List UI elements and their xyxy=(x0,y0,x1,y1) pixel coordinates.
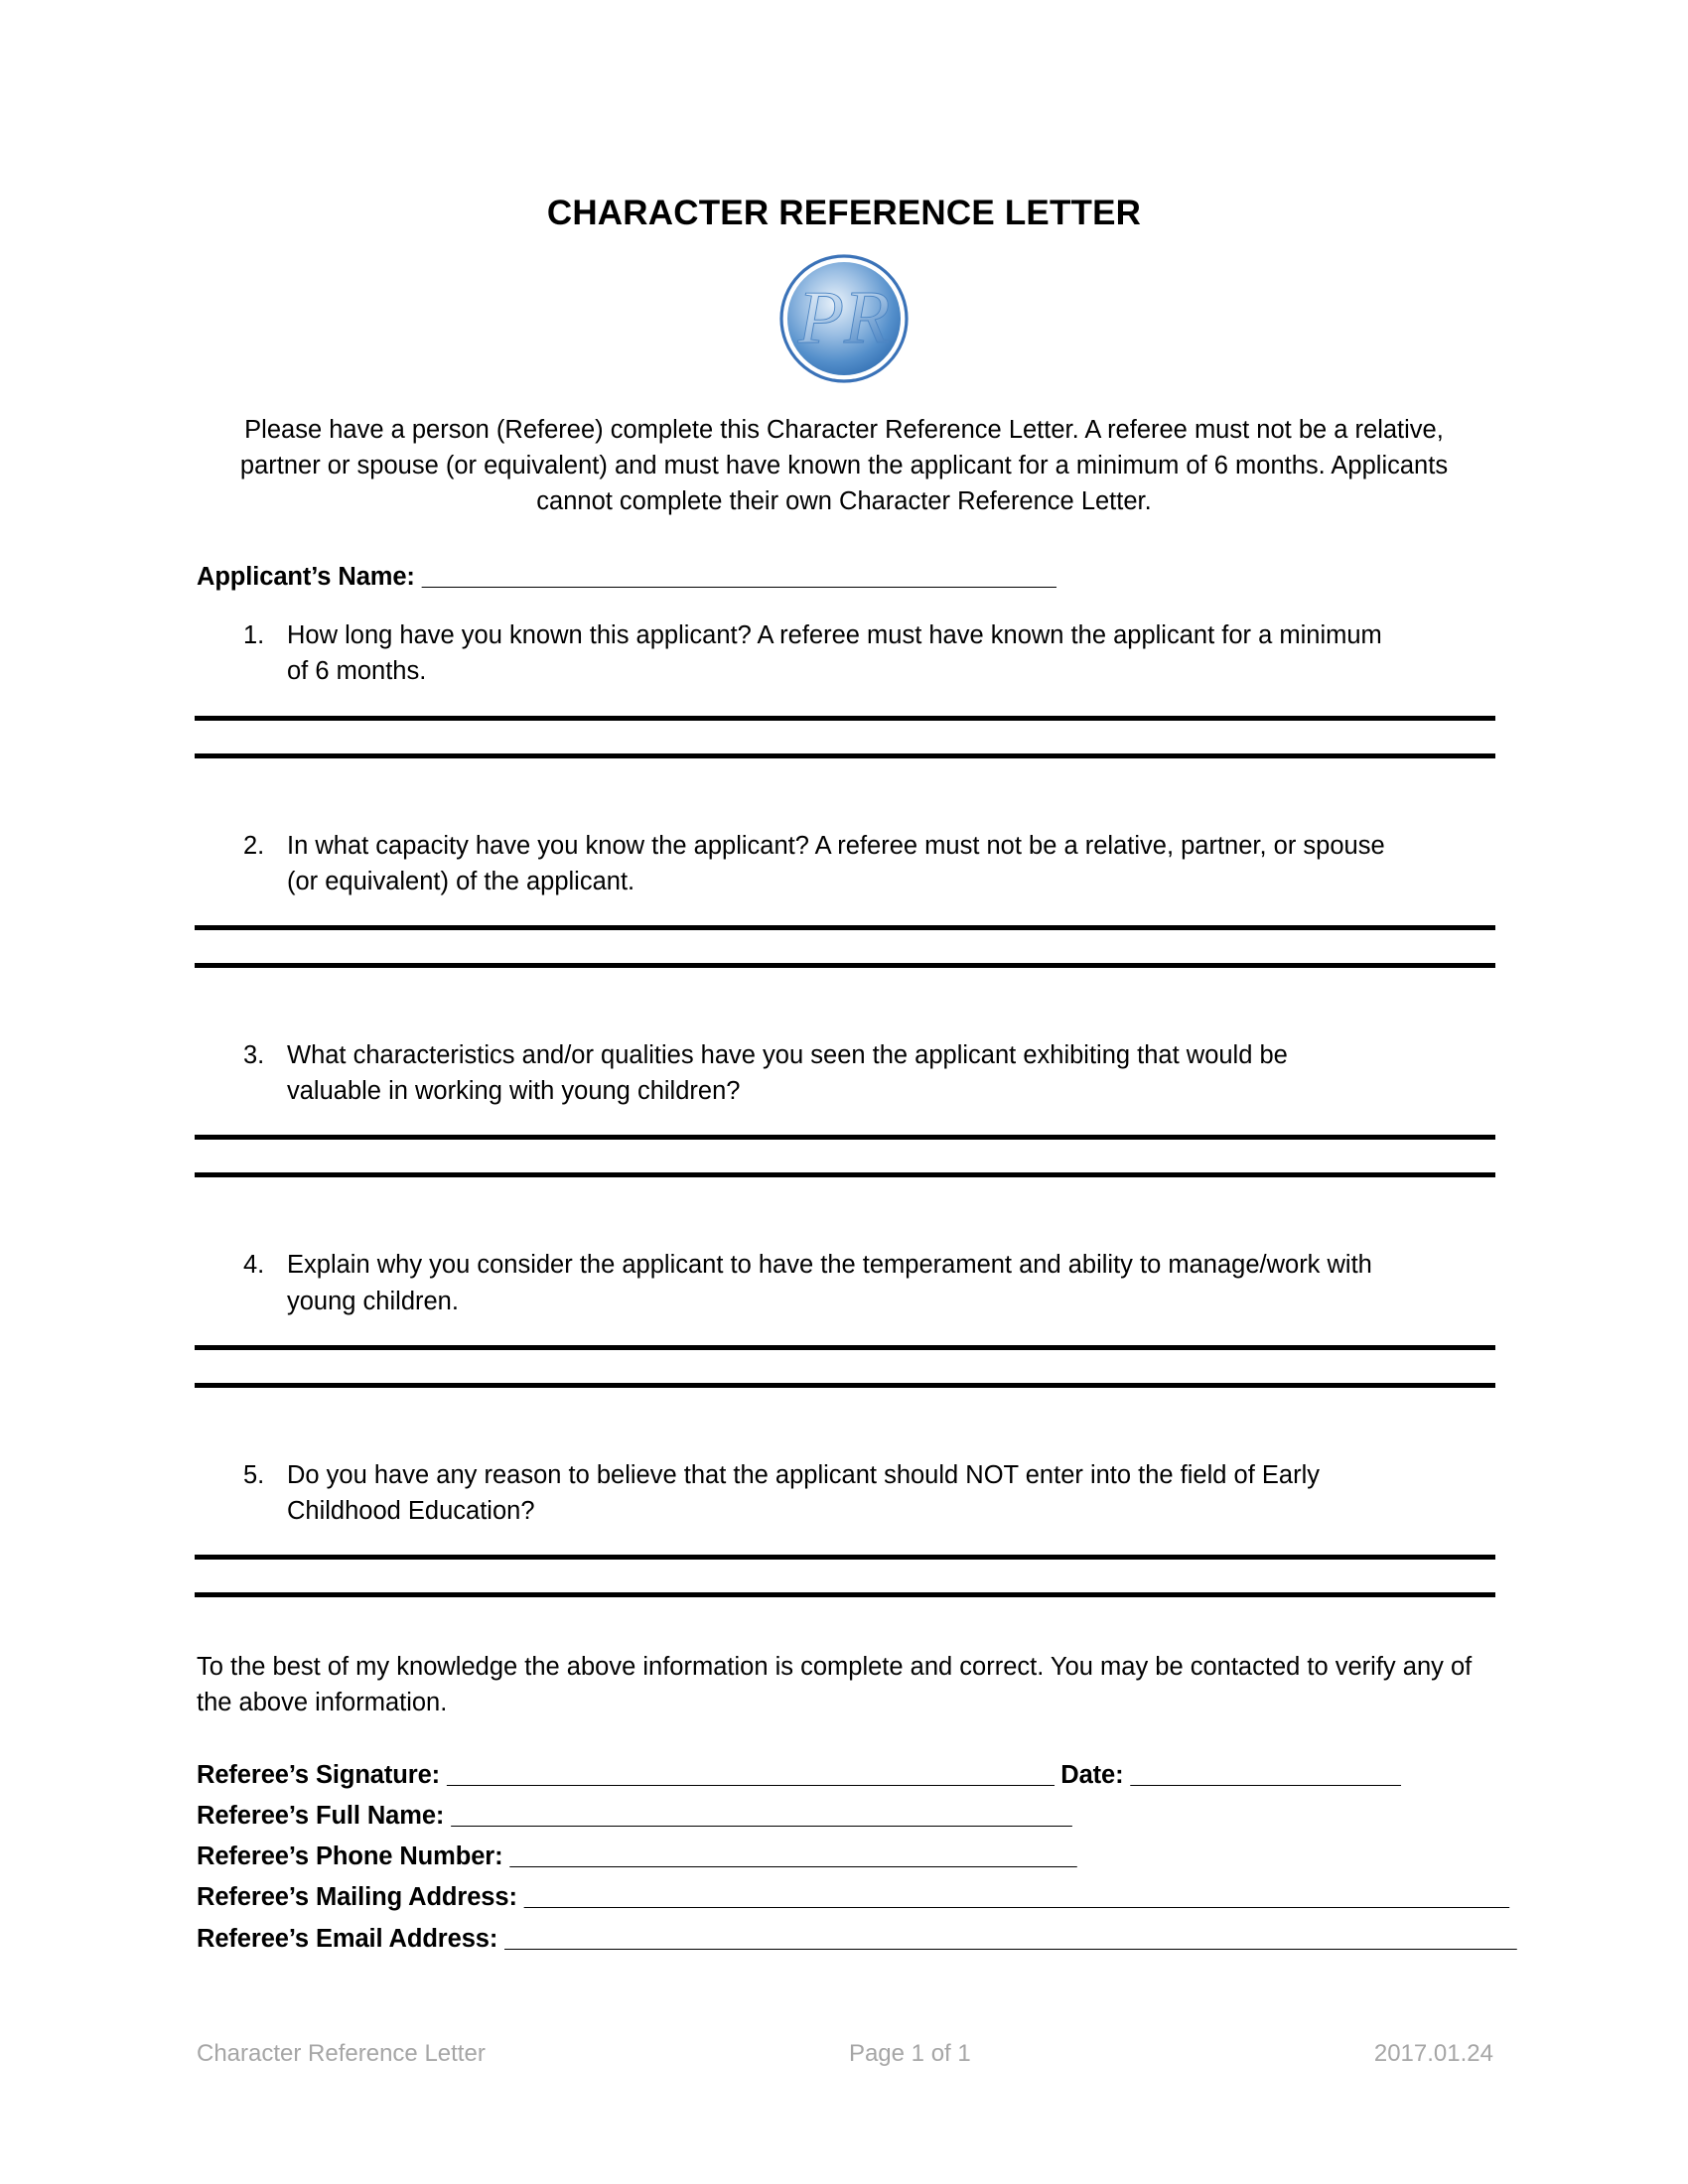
referee-email-blank[interactable]: ___________________________________________________________________________ xyxy=(504,1924,1516,1953)
question-text-5 xyxy=(243,1457,1385,1529)
referee-signature-row[interactable] xyxy=(197,1755,1688,1796)
question-text-1 xyxy=(243,617,1385,689)
declaration-paragraph: To the best of my knowledge the above information is complete and correct. You may be contacted to verify any of the above information. xyxy=(197,1653,1473,1717)
answer-lines-4[interactable] xyxy=(195,1345,1495,1388)
svg-text:PR: PR xyxy=(797,275,891,359)
question-block-1 xyxy=(0,617,1688,827)
answer-lines-2[interactable] xyxy=(195,925,1495,968)
question-body-1: How long have you known this applicant? A referee must have known the applicant for a minimum of 6 months. xyxy=(287,621,1382,686)
signature-block xyxy=(197,1755,1688,1960)
question-block-3 xyxy=(0,1037,1688,1247)
footer-document-name: Character Reference Letter xyxy=(197,2040,486,2067)
page-footer xyxy=(197,2040,1493,2068)
applicant-name-blank[interactable]: _______________________________________________ xyxy=(421,563,1056,592)
referee-mailing-address-blank[interactable]: _________________________________________________________________________ xyxy=(523,1883,1509,1912)
intro-paragraph: Please have a person (Referee) complete this Character Reference Letter. A referee must not be a relative, partner or spouse (or equivalent) and must have known the applicant for a minimum of 6 months. Applicants cannot complete their own Character Reference Letter. xyxy=(239,415,1449,515)
question-body-4: Explain why you consider the applicant to have the temperament and ability to manage/work with young children. xyxy=(287,1251,1372,1315)
referee-mailing-address-label: Referee’s Mailing Address: xyxy=(197,1883,517,1912)
date-label: Date: xyxy=(1060,1760,1124,1789)
question-number-2: 2. xyxy=(243,831,265,860)
question-body-5: Do you have any reason to believe that the applicant should NOT enter into the field of Early Childhood Education? xyxy=(287,1460,1320,1525)
answer-lines-3[interactable] xyxy=(195,1135,1495,1177)
question-text-3 xyxy=(243,1037,1385,1109)
referee-phone-label: Referee’s Phone Number: xyxy=(197,1843,503,1871)
answer-lines-5[interactable] xyxy=(195,1555,1495,1597)
questions-section xyxy=(0,617,1688,1649)
question-block-4 xyxy=(0,1247,1688,1456)
referee-phone-blank[interactable]: __________________________________________ xyxy=(509,1843,1076,1871)
question-number-1: 1. xyxy=(243,621,265,650)
question-text-4 xyxy=(243,1247,1385,1318)
question-block-2 xyxy=(0,828,1688,1037)
question-number-3: 3. xyxy=(243,1040,265,1069)
referee-phone-row[interactable] xyxy=(197,1837,1688,1877)
pr-monogram-seal-icon xyxy=(763,251,925,386)
referee-mailing-address-row[interactable] xyxy=(197,1877,1688,1918)
referee-signature-blank[interactable]: _____________________________________________ xyxy=(447,1760,1055,1789)
referee-email-label: Referee’s Email Address: xyxy=(197,1924,498,1953)
applicant-name-field[interactable] xyxy=(197,563,1688,592)
applicant-name-label: Applicant’s Name: xyxy=(197,563,415,592)
referee-full-name-label: Referee’s Full Name: xyxy=(197,1801,445,1830)
question-text-2 xyxy=(243,828,1385,899)
question-number-4: 4. xyxy=(243,1251,265,1280)
referee-signature-label: Referee’s Signature: xyxy=(197,1760,441,1789)
question-body-3: What characteristics and/or qualities have you seen the applicant exhibiting that would be valuable in working with young children? xyxy=(287,1040,1288,1106)
question-body-2: In what capacity have you know the applicant? A referee must not be a relative, partner, or spouse (or equivalent) of the applicant. xyxy=(287,831,1385,895)
answer-lines-1[interactable] xyxy=(195,716,1495,758)
footer-date: 2017.01.24 xyxy=(1373,2040,1493,2067)
footer-page-number: Page 1 of 1 xyxy=(848,2040,971,2067)
referee-email-row[interactable] xyxy=(197,1919,1688,1960)
referee-full-name-row[interactable] xyxy=(197,1796,1688,1837)
logo-container xyxy=(0,251,1688,386)
question-block-5 xyxy=(0,1457,1688,1649)
date-blank[interactable]: ____________________ xyxy=(1130,1760,1401,1789)
page-title: CHARACTER REFERENCE LETTER xyxy=(546,194,1142,232)
referee-full-name-blank[interactable]: ______________________________________________ xyxy=(451,1801,1072,1830)
question-number-5: 5. xyxy=(243,1460,265,1489)
